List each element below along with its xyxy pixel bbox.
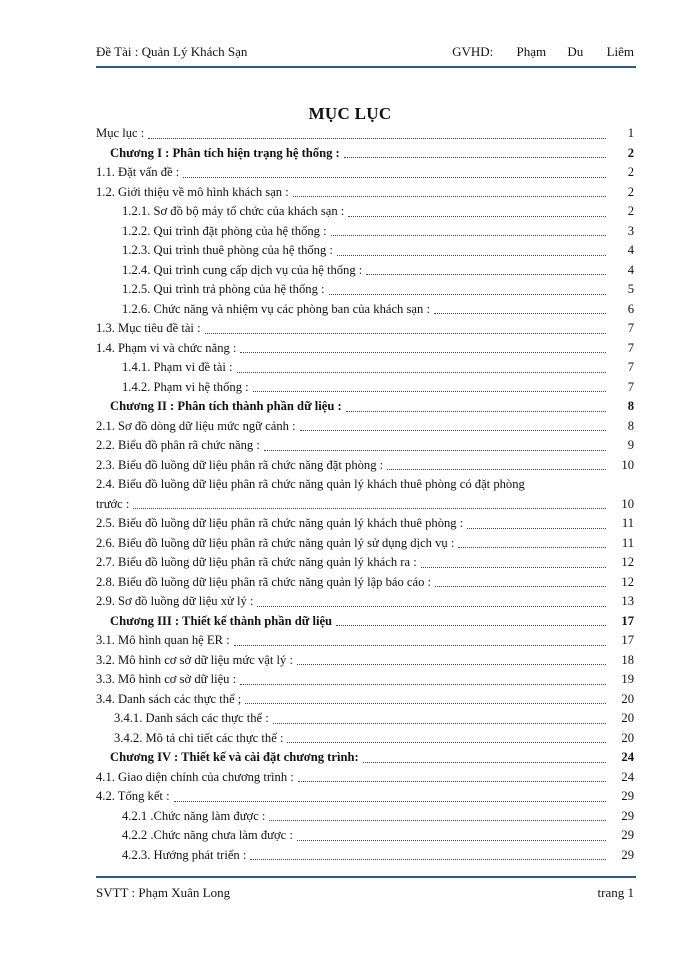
toc-leader-dots	[250, 859, 606, 860]
toc-entry[interactable]	[96, 670, 634, 690]
toc-leader-dots	[174, 801, 606, 802]
toc-chapter-entry[interactable]	[96, 144, 634, 164]
header-topic: Đề Tài : Quản Lý Khách Sạn	[96, 44, 248, 59]
toc-entry[interactable]	[96, 690, 634, 710]
header-advisor	[452, 44, 634, 60]
toc-entry-text: 3.4.2. Mô tả chi tiết các thực thể :	[114, 729, 285, 749]
toc-entry[interactable]	[96, 183, 634, 203]
toc-entry[interactable]	[96, 280, 634, 300]
toc-entry-page: 13	[610, 592, 634, 612]
toc-entry-text: 1.2.4. Qui trình cung cấp dịch vụ của hệ thống :	[122, 261, 364, 281]
toc-entry-text: 3.3. Mô hình cơ sở dữ liệu :	[96, 670, 238, 690]
toc-leader-dots	[240, 684, 606, 685]
toc-entry-page: 11	[610, 514, 634, 534]
toc-entry-page: 11	[610, 534, 634, 554]
advisor-name-part-3: Liêm	[606, 44, 634, 59]
toc-entry-page: 17	[610, 612, 634, 632]
toc-leader-dots	[297, 664, 606, 665]
toc-entry-text: 1.2. Giới thiệu về mô hình khách sạn :	[96, 183, 291, 203]
toc-entry-page: 7	[610, 319, 634, 339]
page-footer	[96, 885, 634, 903]
toc-entry-text: 1.2.1. Sơ đồ bộ máy tổ chức của khách sạn :	[122, 202, 346, 222]
toc-entry-page: 10	[610, 495, 634, 515]
toc-entry-page: 12	[610, 553, 634, 573]
toc-leader-dots	[237, 372, 606, 373]
toc-chapter-entry[interactable]	[96, 397, 634, 417]
toc-entry-page: 19	[610, 670, 634, 690]
toc-entry[interactable]	[96, 456, 634, 476]
footer-divider	[96, 876, 636, 878]
toc-entry-page: 7	[610, 378, 634, 398]
footer-page-number: trang 1	[597, 885, 634, 900]
toc-entry-page: 12	[610, 573, 634, 593]
toc-leader-dots	[257, 606, 606, 607]
toc-entry[interactable]	[96, 846, 634, 866]
toc-entry-page: 29	[610, 787, 634, 807]
toc-leader-dots	[240, 352, 606, 353]
toc-entry-text: 1.2.3. Qui trình thuê phòng của hệ thống :	[122, 241, 335, 261]
toc-leader-dots	[363, 762, 606, 763]
toc-entry-text: Chương II : Phân tích thành phần dữ liệu :	[110, 397, 344, 417]
toc-entry[interactable]	[96, 339, 634, 359]
toc-entry-text: 1.2.2. Qui trình đặt phòng của hệ thống :	[122, 222, 329, 242]
toc-leader-dots	[133, 508, 606, 509]
toc-leader-dots	[458, 547, 606, 548]
toc-entry-text: 3.4.1. Danh sách các thực thể :	[114, 709, 271, 729]
toc-entry[interactable]	[96, 768, 634, 788]
toc-leader-dots	[331, 235, 606, 236]
toc-entry[interactable]	[96, 300, 634, 320]
toc-entry-text: 2.3. Biểu đồ luồng dữ liệu phân rã chức năng đặt phòng :	[96, 456, 385, 476]
toc-entry-text: 3.4. Danh sách các thực thể ;	[96, 690, 243, 710]
toc-entry-page: 2	[610, 144, 634, 164]
toc-entry[interactable]	[96, 124, 634, 144]
toc-entry-page: 8	[610, 397, 634, 417]
toc-entry[interactable]	[96, 709, 634, 729]
toc-entry-page: 9	[610, 436, 634, 456]
page-header	[96, 44, 634, 62]
toc-entry-text: 3.1. Mô hình quan hệ ER :	[96, 631, 232, 651]
advisor-name-part-2: Du	[567, 44, 584, 59]
toc-entry-text: Mục lục :	[96, 124, 146, 144]
toc-entry-text: 2.5. Biểu đồ luồng dữ liệu phân rã chức năng quản lý khách thuê phòng :	[96, 514, 465, 534]
toc-entry-page: 7	[610, 358, 634, 378]
toc-entry-text: Chương IV : Thiết kế và cài đặt chương trình:	[110, 748, 361, 768]
toc-leader-dots	[329, 294, 606, 295]
toc-leader-dots	[300, 430, 606, 431]
toc-entry-text: 2.4. Biểu đồ luồng dữ liệu phân rã chức năng quản lý khách thuê phòng có đặt phòng	[96, 475, 527, 495]
toc-entry[interactable]	[96, 319, 634, 339]
toc-entry-text: 4.2.1 .Chức năng làm được :	[122, 807, 267, 827]
toc-entry-page: 2	[610, 163, 634, 183]
toc-entry-text: 1.2.5. Qui trình trả phòng của hệ thống :	[122, 280, 327, 300]
toc-entry-page: 3	[610, 222, 634, 242]
toc-leader-dots	[183, 177, 606, 178]
toc-entry[interactable]	[96, 573, 634, 593]
toc-entry-page: 8	[610, 417, 634, 437]
toc-entry[interactable]	[96, 826, 634, 846]
toc-entry-text: 1.4.2. Phạm vi hệ thống :	[122, 378, 251, 398]
toc-entry-page: 29	[610, 826, 634, 846]
toc-entry-page: 4	[610, 261, 634, 281]
toc-leader-dots	[297, 840, 606, 841]
toc-entry-page: 6	[610, 300, 634, 320]
toc-leader-dots	[298, 781, 606, 782]
toc-entry[interactable]	[96, 417, 634, 437]
toc-entry[interactable]	[96, 651, 634, 671]
toc-entry-page: 5	[610, 280, 634, 300]
toc-entry-text: 4.2.3. Hướng phát triển :	[122, 846, 248, 866]
toc-entry-page: 24	[610, 748, 634, 768]
footer-student: SVTT : Phạm Xuân Long	[96, 885, 231, 900]
toc-entry[interactable]	[96, 631, 634, 651]
toc-entry[interactable]	[96, 436, 634, 456]
toc-title: MỤC LỤC	[308, 104, 392, 123]
toc-entry-text: 2.7. Biểu đồ luồng dữ liệu phân rã chức năng quản lý khách ra :	[96, 553, 419, 573]
toc-entry-text: 2.1. Sơ đồ dòng dữ liệu mức ngữ cảnh :	[96, 417, 298, 437]
toc-leader-dots	[336, 625, 606, 626]
toc-entry-page: 29	[610, 807, 634, 827]
toc-entry-text: 4.2. Tổng kết :	[96, 787, 172, 807]
toc-entry[interactable]	[96, 222, 634, 242]
toc-entry-page: 1	[610, 124, 634, 144]
toc-entry-page: 18	[610, 651, 634, 671]
toc-entry-text: Chương III : Thiết kế thành phần dữ liệu	[110, 612, 334, 632]
toc-chapter-entry[interactable]	[96, 748, 634, 768]
toc-entry-text: 4.1. Giao diện chính của chương trình :	[96, 768, 296, 788]
toc-leader-dots	[435, 586, 606, 587]
table-of-contents	[96, 124, 634, 865]
toc-entry[interactable]	[96, 729, 634, 749]
toc-leader-dots	[348, 216, 606, 217]
toc-entry[interactable]	[96, 592, 634, 612]
toc-leader-dots	[273, 723, 606, 724]
toc-leader-dots	[269, 820, 606, 821]
toc-entry-text: 1.4.1. Phạm vi đề tài :	[122, 358, 235, 378]
toc-entry-page: 10	[610, 456, 634, 476]
toc-entry[interactable]	[96, 475, 634, 495]
toc-entry[interactable]	[96, 378, 634, 398]
toc-entry-text: 1.3. Mục tiêu đề tài :	[96, 319, 203, 339]
toc-entry-text: 4.2.2 .Chức năng chưa làm được :	[122, 826, 295, 846]
toc-chapter-entry[interactable]	[96, 612, 634, 632]
toc-entry-page: 20	[610, 709, 634, 729]
toc-leader-dots	[205, 333, 606, 334]
toc-entry-text: Chương I : Phân tích hiện trạng hệ thống :	[110, 144, 342, 164]
advisor-name-part-1: Phạm	[516, 44, 547, 59]
toc-leader-dots	[234, 645, 606, 646]
toc-entry-page: 17	[610, 631, 634, 651]
toc-entry-page: 20	[610, 729, 634, 749]
toc-entry[interactable]	[96, 534, 634, 554]
advisor-label: GVHD:	[452, 44, 494, 59]
toc-entry-text: 2.6. Biểu đồ luồng dữ liệu phân rã chức năng quản lý sử dụng dịch vụ :	[96, 534, 456, 554]
toc-entry-page: 20	[610, 690, 634, 710]
toc-leader-dots	[344, 157, 606, 158]
toc-leader-dots	[148, 138, 606, 139]
header-divider	[96, 66, 636, 68]
toc-entry-text: 1.2.6. Chức năng và nhiệm vụ các phòng ban của khách sạn :	[122, 300, 432, 320]
toc-entry-text: 2.8. Biểu đồ luồng dữ liệu phân rã chức năng quản lý lập báo cáo :	[96, 573, 433, 593]
toc-entry-text: 1.4. Phạm vi và chức năng :	[96, 339, 238, 359]
toc-leader-dots	[293, 196, 606, 197]
toc-entry-page: 24	[610, 768, 634, 788]
toc-entry-text: 2.2. Biểu đồ phân rã chức năng :	[96, 436, 262, 456]
toc-entry-text: trước :	[96, 495, 131, 515]
toc-entry-page: 4	[610, 241, 634, 261]
toc-entry[interactable]	[96, 261, 634, 281]
toc-leader-dots	[287, 742, 606, 743]
toc-entry[interactable]	[96, 202, 634, 222]
toc-entry-text: 3.2. Mô hình cơ sở dữ liệu mức vật lý :	[96, 651, 295, 671]
toc-leader-dots	[421, 567, 606, 568]
toc-leader-dots	[366, 274, 606, 275]
toc-leader-dots	[253, 391, 606, 392]
toc-leader-dots	[387, 469, 606, 470]
toc-entry[interactable]	[96, 553, 634, 573]
toc-leader-dots	[434, 313, 606, 314]
toc-entry-page: 2	[610, 202, 634, 222]
toc-entry-text: 2.9. Sơ đồ luồng dữ liệu xử lý :	[96, 592, 255, 612]
toc-entry[interactable]	[96, 358, 634, 378]
toc-entry-page: 29	[610, 846, 634, 866]
toc-leader-dots	[264, 450, 606, 451]
toc-entry[interactable]	[96, 495, 634, 515]
toc-entry[interactable]	[96, 163, 634, 183]
toc-entry-page: 7	[610, 339, 634, 359]
toc-entry[interactable]	[96, 787, 634, 807]
toc-leader-dots	[346, 411, 606, 412]
toc-leader-dots	[467, 528, 606, 529]
toc-entry[interactable]	[96, 514, 634, 534]
toc-entry[interactable]	[96, 241, 634, 261]
toc-leader-dots	[337, 255, 606, 256]
toc-leader-dots	[245, 703, 606, 704]
toc-entry[interactable]	[96, 807, 634, 827]
toc-entry-text: 1.1. Đặt vấn đề :	[96, 163, 181, 183]
toc-entry-page: 2	[610, 183, 634, 203]
